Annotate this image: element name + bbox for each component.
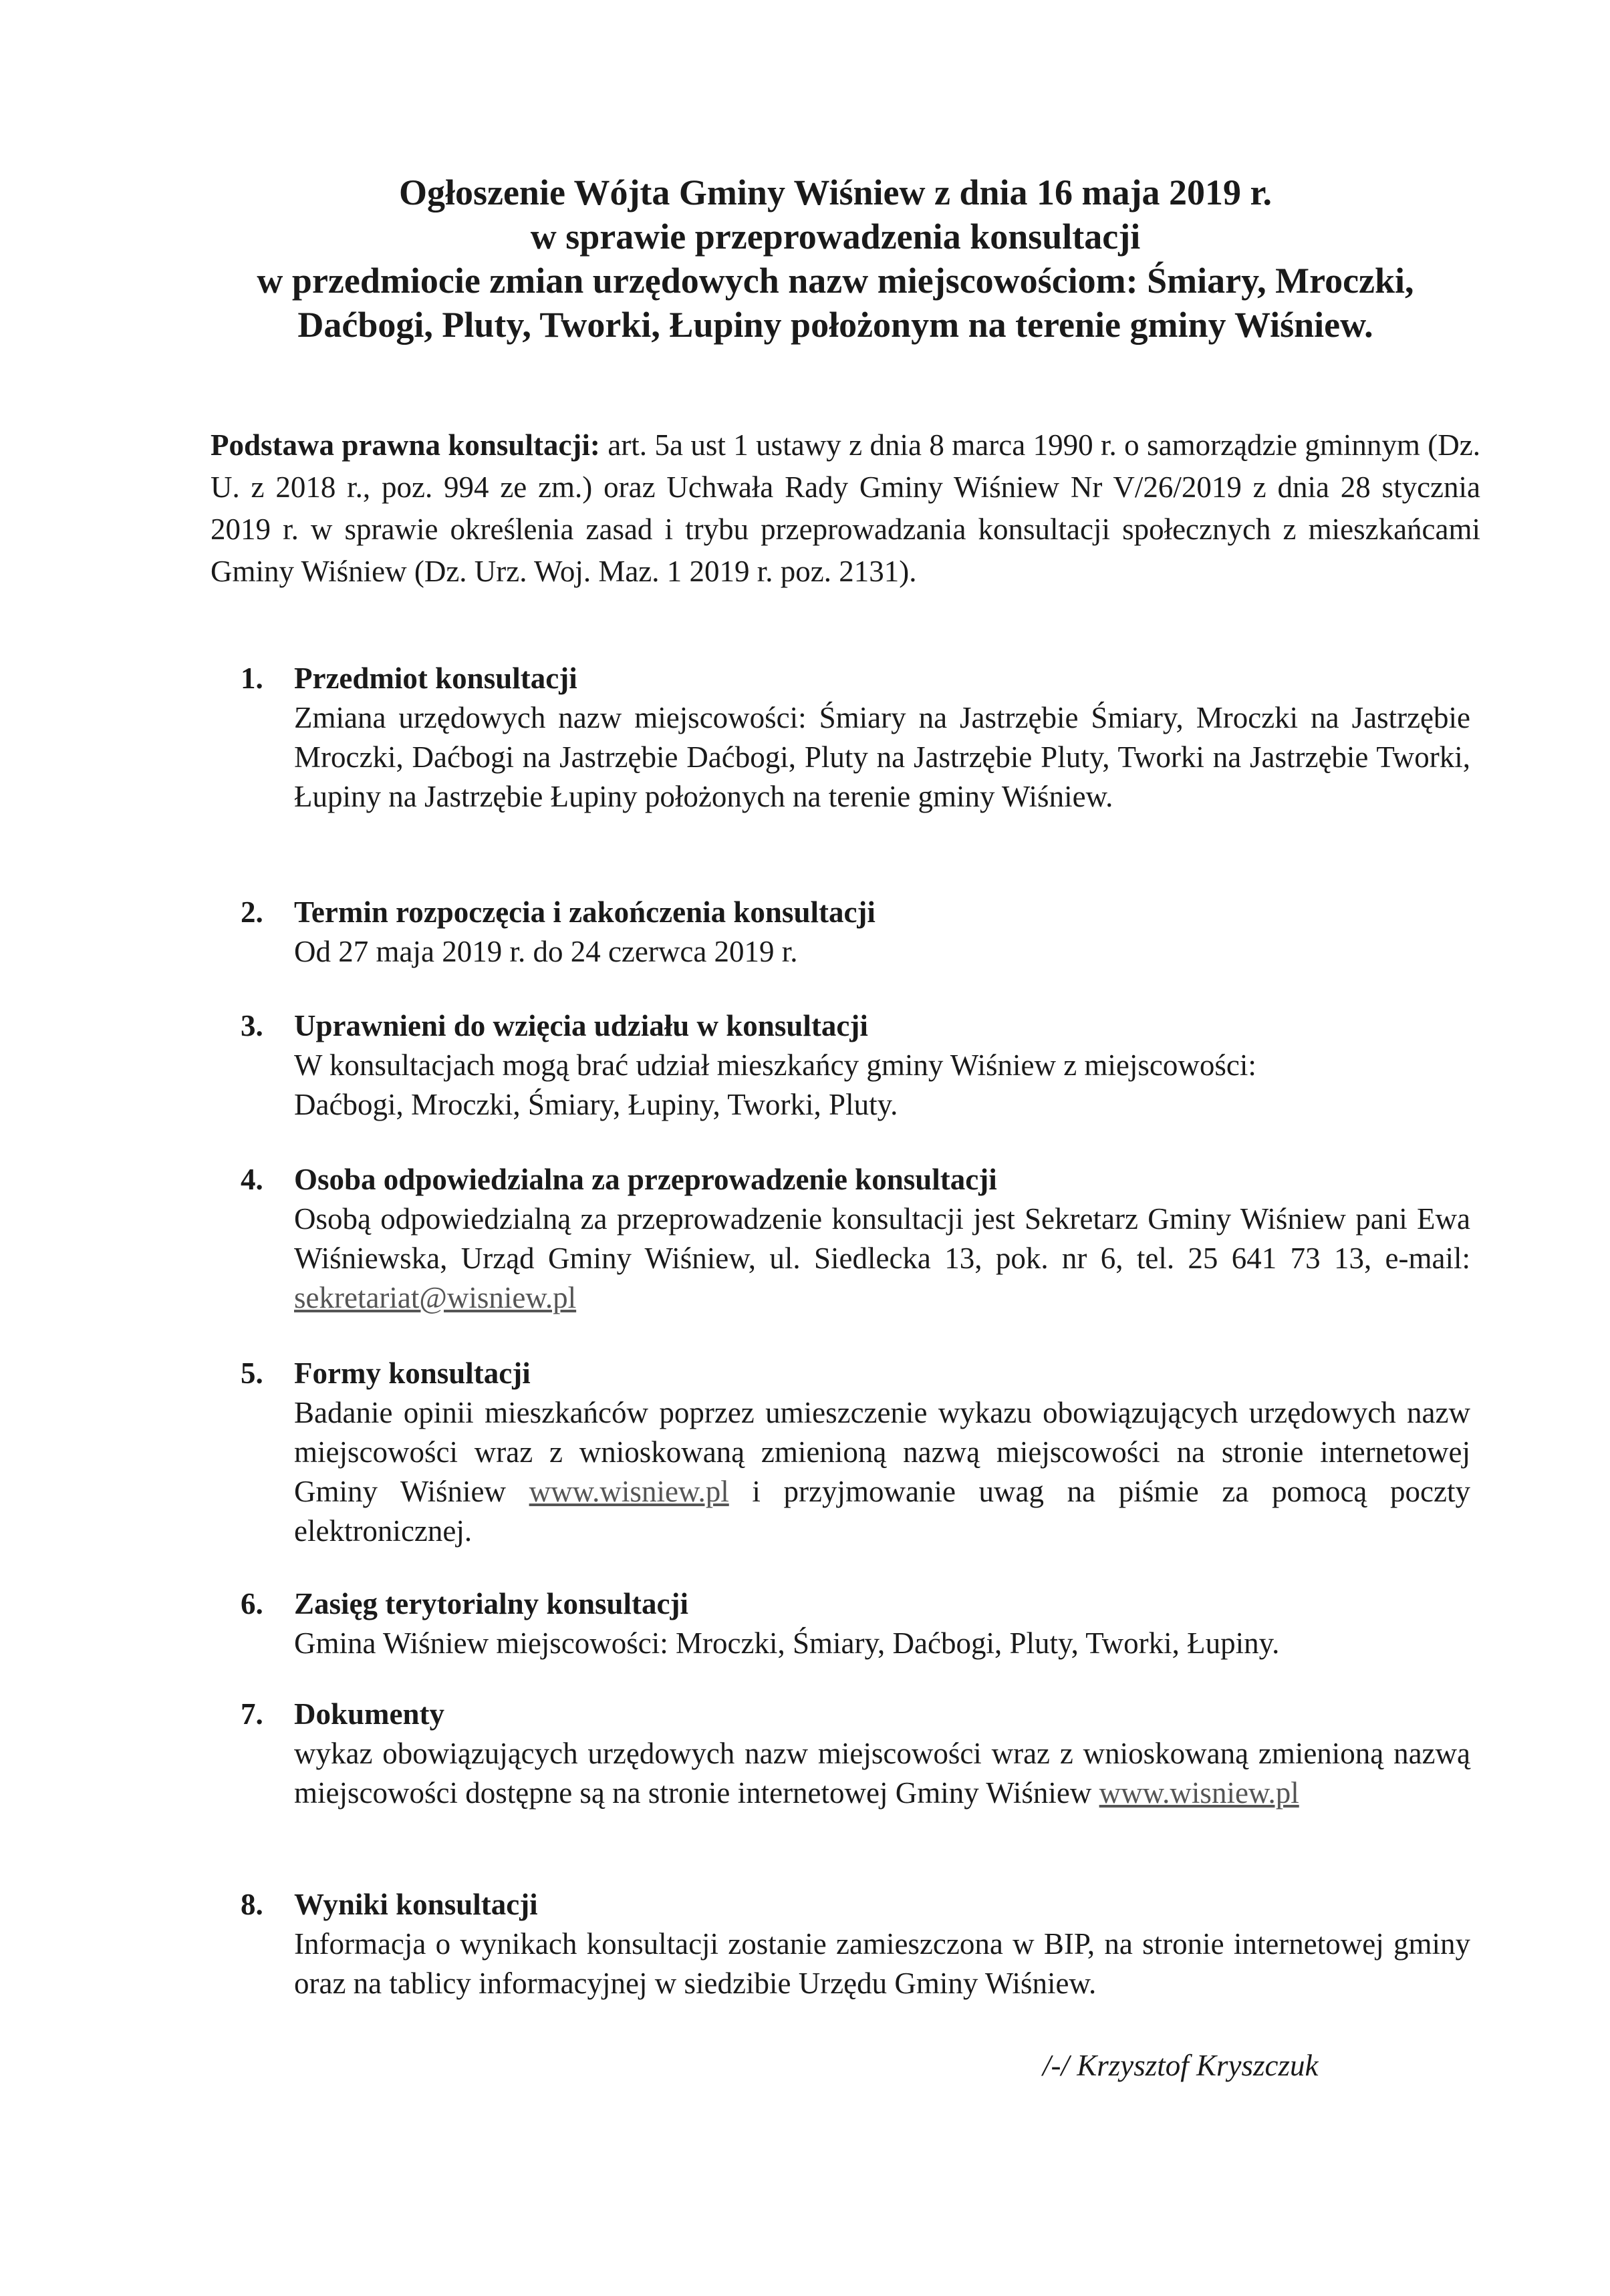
section-number: 4. xyxy=(241,1163,263,1196)
section-body-line: Daćbogi, Mroczki, Śmiary, Łupiny, Tworki, Pluty. xyxy=(294,1088,898,1121)
section-body-text: i przyjmowanie uwag na piśmie za pomocą poczty elektronicznej. xyxy=(294,1475,1470,1548)
section-territory xyxy=(241,1584,1470,1663)
section-number: 6. xyxy=(241,1587,263,1620)
section-heading xyxy=(241,1353,1470,1393)
section-heading xyxy=(241,892,1470,932)
section-heading xyxy=(241,1584,1470,1624)
section-heading xyxy=(241,1159,1470,1199)
section-body: Gmina Wiśniew miejscowości: Mroczki, Śmiary, Daćbogi, Pluty, Tworki, Łupiny. xyxy=(294,1626,1280,1660)
section-responsible xyxy=(241,1159,1470,1318)
section-body xyxy=(294,1046,1470,1125)
signature: /-/ Krzysztof Kryszczuk xyxy=(1043,2049,1319,2082)
section-title: Wyniki konsultacji xyxy=(294,1888,538,1921)
section-body xyxy=(294,1734,1470,1813)
website-link[interactable]: www.wisniew.pl xyxy=(1099,1776,1299,1810)
section-title: Termin rozpoczęcia i zakończenia konsultacji xyxy=(294,895,876,929)
section-forms xyxy=(241,1353,1470,1551)
section-body: Od 27 maja 2019 r. do 24 czerwca 2019 r. xyxy=(294,935,798,968)
title-line-4: Daćbogi, Pluty, Tworki, Łupiny położonym na terenie gminy Wiśniew. xyxy=(297,305,1373,345)
section-title: Przedmiot konsultacji xyxy=(294,662,577,695)
section-heading xyxy=(241,1694,1470,1734)
document-title xyxy=(200,170,1470,347)
section-body-text: wykaz obowiązujących urzędowych nazw miejscowości wraz z wnioskowaną zmienioną nazwą miejscowości dostępne są na stronie internetowej Gminy Wiśniew xyxy=(294,1737,1470,1810)
title-line-1: Ogłoszenie Wójta Gminy Wiśniew z dnia 16 maja 2019 r. xyxy=(398,172,1272,212)
email-link[interactable]: sekretariat@wisniew.pl xyxy=(294,1281,577,1314)
section-title: Osoba odpowiedzialna za przeprowadzenie konsultacji xyxy=(294,1163,997,1196)
title-line-2: w sprawie przeprowadzenia konsultacji xyxy=(530,217,1141,257)
section-number: 3. xyxy=(241,1009,263,1042)
section-body-line: W konsultacjach mogą brać udział mieszkańcy gminy Wiśniew z miejscowości: xyxy=(294,1048,1256,1082)
section-eligible xyxy=(241,1006,1470,1125)
section-heading xyxy=(241,1006,1470,1046)
section-title: Formy konsultacji xyxy=(294,1356,531,1390)
section-number: 8. xyxy=(241,1888,263,1921)
legal-basis xyxy=(211,424,1480,593)
section-number: 7. xyxy=(241,1697,263,1731)
section-subject xyxy=(241,658,1470,817)
section-number: 5. xyxy=(241,1356,263,1390)
section-body xyxy=(294,1199,1470,1318)
section-term xyxy=(241,892,1470,972)
section-body-text: Badanie opinii mieszkańców poprzez umieszczenie wykazu obowiązujących urzędowych nazw miejscowości wraz z wnioskowaną zmienioną nazwą miejscowości na stronie internetowej Gminy Wiśniew xyxy=(294,1396,1470,1508)
section-body: Zmiana urzędowych nazw miejscowości: Śmiary na Jastrzębie Śmiary, Mroczki na Jastrzębie Mroczki, Daćbogi na Jastrzębie Daćbogi, Pluty na Jastrzębie Pluty, Tworki na Jastrzębie Tworki, Łupiny na Jastrzębie Łupiny położonych na terenie gminy Wiśniew. xyxy=(294,701,1470,813)
section-title: Zasięg terytorialny konsultacji xyxy=(294,1587,688,1620)
section-title: Dokumenty xyxy=(294,1697,445,1731)
legal-basis-text: art. 5a ust 1 ustawy z dnia 8 marca 1990 r. o samorządzie gminnym (Dz. U. z 2018 r., poz. 994 ze zm.) oraz Uchwała Rady Gminy Wiśniew Nr V/26/2019 z dnia 28 stycznia 2019 r. w sprawie określenia zasad i trybu przeprowadzania konsultacji społecznych z mieszkańcami Gminy Wiśniew (Dz. Urz. Woj. Maz. 1 2019 r. poz. 2131). xyxy=(211,428,1481,588)
section-number: 1. xyxy=(241,662,263,695)
section-title: Uprawnieni do wzięcia udziału w konsultacji xyxy=(294,1009,868,1042)
section-body-text: Osobą odpowiedzialną za przeprowadzenie konsultacji jest Sekretarz Gminy Wiśniew pani Ewa Wiśniewska, Urząd Gminy Wiśniew, ul. Siedlecka 13, pok. nr 6, tel. 25 641 73 13, e-mail: xyxy=(294,1202,1470,1275)
title-line-3: w przedmiocie zmian urzędowych nazw miejscowościom: Śmiary, Mroczki, xyxy=(257,261,1414,301)
website-link[interactable]: www.wisniew.pl xyxy=(529,1475,729,1508)
section-heading xyxy=(241,1884,1470,1924)
section-body xyxy=(294,1393,1470,1551)
section-documents xyxy=(241,1694,1470,1813)
section-number: 2. xyxy=(241,895,263,929)
legal-basis-label: Podstawa prawna konsultacji: xyxy=(211,428,600,462)
section-body: Informacja o wynikach konsultacji zostanie zamieszczona w BIP, na stronie internetowej gminy oraz na tablicy informacyjnej w siedzibie Urzędu Gminy Wiśniew. xyxy=(294,1927,1470,2000)
section-heading xyxy=(241,658,1470,698)
section-results xyxy=(241,1884,1470,2003)
